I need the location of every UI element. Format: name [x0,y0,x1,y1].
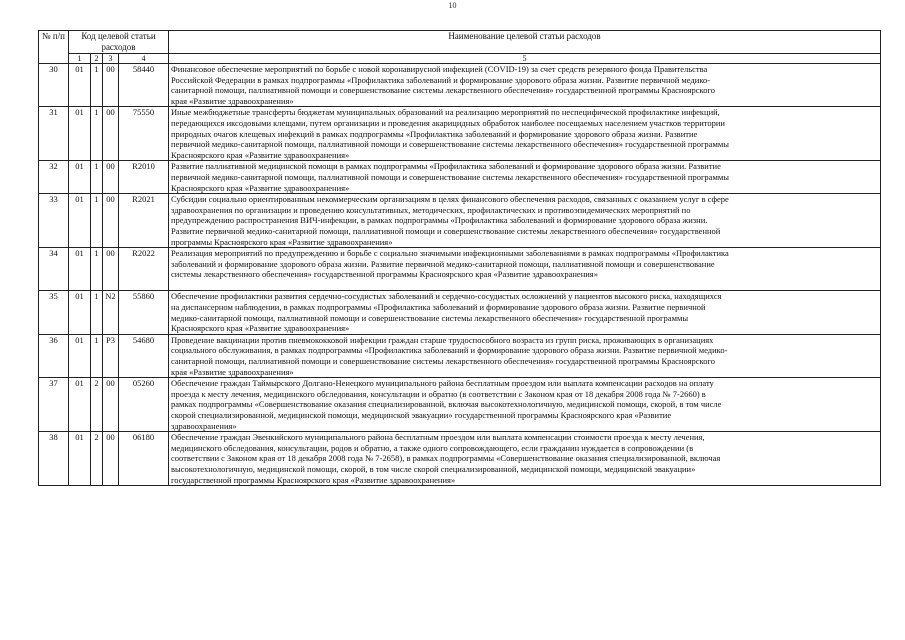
expense-description [169,248,881,291]
description-line: природных очагов клещевых инфекций в рамках подпрограммы «Профилактика заболеваний и формирование здорового образа жизни. Развитие [171,128,698,139]
description-line: заболеваний и формирование здорового образа жизни. Развитие первичной медико-санитарной помощи, паллиативной помощи и совершенствование [171,258,715,269]
expense-description [169,291,881,334]
description-line: санитарной помощи, паллиативной помощи и совершенствование системы лекарственного обеспечения» государственной программы Красноярского [171,356,715,367]
column-index: 3 [103,54,119,64]
description-line: Российской Федерации в рамках подпрограммы «Профилактика заболеваний и формирование здорового образа жизни. Развитие первичной медико- [171,74,711,85]
code-part-4: 06180 [119,432,169,486]
code-part-2: 1 [91,194,103,248]
description-line: программы Красноярского края «Развитие здравоохранения» [171,236,393,247]
description-line: Финансовое обеспечение мероприятий по борьбе с новой коронавирусной инфекцией (COVID-19) за счет средств резервного фонда Правительства [171,64,708,74]
code-part-2: 2 [91,432,103,486]
expense-description [169,334,881,377]
code-part-4: 75550 [119,107,169,161]
code-part-1: 01 [69,248,91,291]
code-part-2: 2 [91,378,103,432]
code-part-2: 1 [91,161,103,194]
table-row [39,378,881,432]
table-row [39,291,881,334]
row-number: 37 [39,378,69,432]
row-number: 33 [39,194,69,248]
description-line: Красноярского края «Развитие здравоохранения» [171,149,350,160]
description-line: государственной программы Красноярского края «Развитие здравоохранения» [171,474,456,485]
code-part-1: 01 [69,334,91,377]
table-row [39,107,881,161]
code-part-3: P3 [103,334,119,377]
description-line [171,280,878,291]
table-header-row [39,31,881,54]
expense-description [169,194,881,248]
description-line: Субсидии социально ориентированным некоммерческим организациям в целях финансового обеспечения расходов, связанных с оказанием услуг в сфере [171,194,729,205]
description-line: санитарной помощи, паллиативной помощи и совершенствование системы лекарственного обеспечения» государственной программы Красноярского [171,85,715,96]
description-line: предупреждению распространения ВИЧ-инфекции, в рамках подпрограммы «Профилактика заболеваний и формирование здорового образа жизни. [171,215,708,226]
description-line: Реализация мероприятий по предупреждению и борьбе с социально значимыми инфекционными заболеваниями в рамках подпрограммы «Профилактика [171,248,729,259]
column-index: 5 [169,54,881,64]
code-part-3: 00 [103,107,119,161]
description-line: рамках подпрограммы «Совершенствование оказания специализированной, включая высокотехнологичную, медицинской помощи, скорой, в том числе [171,399,722,410]
code-part-1: 01 [69,194,91,248]
table-row [39,432,881,486]
description-line: первичной медико-санитарной помощи, паллиативной помощи и совершенствование системы лекарственного обеспечения» государственной программы [171,171,729,182]
row-number: 35 [39,291,69,334]
table-row [39,64,881,107]
description-line: системы лекарственного обеспечения» государственной программы Красноярского края «Развитие здравоохранения» [171,269,598,280]
header-code-group: Код целевой статьи расходов [69,31,169,54]
target-expenditure-table [38,30,881,486]
code-part-2: 1 [91,334,103,377]
expense-description [169,378,881,432]
description-line: здравоохранения по организации и проведению консультативных, методических, профилактических и противоэпидемических мероприятий по [171,204,691,215]
description-line: Обеспечение граждан Эвенкийского муниципального района бесплатным проездом или выплата компенсации стоимости проезда к месту лечения, [171,432,705,443]
header-row-number: № п/п [39,31,69,64]
description-line: скорой специализированной, медицинской помощи, медицинской эвакуации» государственной программы Красноярского края «Развитие [171,410,672,420]
column-index: 1 [69,54,91,64]
description-line: Обеспечение профилактики развития сердечно-сосудистых заболеваний и сердечно-сосудистых осложнений у пациентов высокого риска, находящихся [171,291,722,302]
description-line: проезда к месту лечения, медицинского обследования, консультации и обратно (в соответствии с Законом края от 18 декабря 2008 года № 7-2660) в [171,388,706,399]
description-line: на диспансерном наблюдении, в рамках подпрограммы «Профилактика заболеваний и формирование здорового образа жизни. Развитие первичной [171,302,706,313]
table-row [39,334,881,377]
code-part-2: 1 [91,248,103,291]
description-line: Красноярского края «Развитие здравоохранения» [171,182,350,193]
description-line: высокотехнологичную, медицинской помощи, скорой, в том числе скорой специализированной, медицинской помощи, медицинской эвакуации» [171,463,696,474]
code-part-3: 00 [103,64,119,107]
code-part-4: 58440 [119,64,169,107]
description-line: Развитие паллиативной медицинской помощи в рамках подпрограммы «Профилактика заболеваний и формирование здорового образа жизни. Развитие [171,161,721,172]
row-number: 30 [39,64,69,107]
row-number: 32 [39,161,69,194]
description-line: Развитие первичной медико-санитарной помощи, паллиативной помощи и совершенствование системы лекарственного обеспечения» государственной [171,225,721,236]
description-line: первичной медико-санитарной помощи, паллиативной помощи и совершенствование системы лекарственного обеспечения» государственной программы [171,139,729,150]
code-part-2: 1 [91,64,103,107]
code-part-1: 01 [69,64,91,107]
expense-description [169,432,881,486]
code-part-4: 05260 [119,378,169,432]
description-line: Проведение вакцинации против пневмококковой инфекции граждан старше трудоспособного возраста из групп риска, проживающих в организациях [171,334,714,345]
code-part-3: 00 [103,432,119,486]
row-number: 34 [39,248,69,291]
description-line: Красноярского края «Развитие здравоохранения» [171,323,350,334]
column-index: 4 [119,54,169,64]
description-line: края «Развитие здравоохранения» [171,95,294,106]
code-part-1: 01 [69,291,91,334]
code-part-4: R2021 [119,194,169,248]
code-part-4: 54680 [119,334,169,377]
code-part-4: 55860 [119,291,169,334]
code-part-3: 00 [103,161,119,194]
code-part-3: 00 [103,248,119,291]
description-line: соответствии с Законом края от 18 декабря 2008 года № 7-2658), в рамках подпрограммы «Совершенствование оказания специализированной, включая [171,453,721,464]
row-number: 31 [39,107,69,161]
code-part-2: 1 [91,291,103,334]
page-number: 10 [448,1,457,10]
column-index-row [39,54,881,64]
code-part-3: N2 [103,291,119,334]
code-part-4: R2010 [119,161,169,194]
code-part-1: 01 [69,432,91,486]
description-line: здравоохранения» [171,420,237,431]
row-number: 36 [39,334,69,377]
description-line: края «Развитие здравоохранения» [171,366,294,377]
column-index: 2 [91,54,103,64]
code-part-4: R2022 [119,248,169,291]
description-line: Обеспечение граждан Таймырского Долгано-Ненецкого муниципального района бесплатным проездом или выплата компенсации расходов на оплату [171,378,714,389]
row-number: 38 [39,432,69,486]
expense-description [169,107,881,161]
table-row [39,161,881,194]
description-line: Иные межбюджетные трансферты бюджетам муниципальных образований на реализацию мероприятий по неспецифической профилактике инфекций, [171,107,720,118]
description-line: социального обслуживания, в рамках подпрограммы «Профилактика заболеваний и формирование здорового образа жизни. Развитие первичной медико- [171,345,728,356]
code-part-3: 00 [103,378,119,432]
header-expense-name: Наименование целевой статьи расходов [169,31,881,54]
expense-description [169,161,881,194]
code-part-1: 01 [69,378,91,432]
table-row [39,248,881,291]
description-line: медицинского обследования, консультации, родов и обратно, а также одного сопровождающего, если гражданин нуждается в сопровождении (в [171,442,694,453]
table-row [39,194,881,248]
code-part-2: 1 [91,107,103,161]
code-part-1: 01 [69,161,91,194]
expense-description [169,64,881,107]
code-part-1: 01 [69,107,91,161]
code-part-3: 00 [103,194,119,248]
description-line: медико-санитарной помощи, паллиативной помощи и совершенствование системы лекарственного обеспечения» государственной программы [171,312,689,323]
description-line: передающихся иксодовыми клещами, путем организации и проведения акарицидных обработок наиболее посещаемых населением участков территории [171,117,725,128]
